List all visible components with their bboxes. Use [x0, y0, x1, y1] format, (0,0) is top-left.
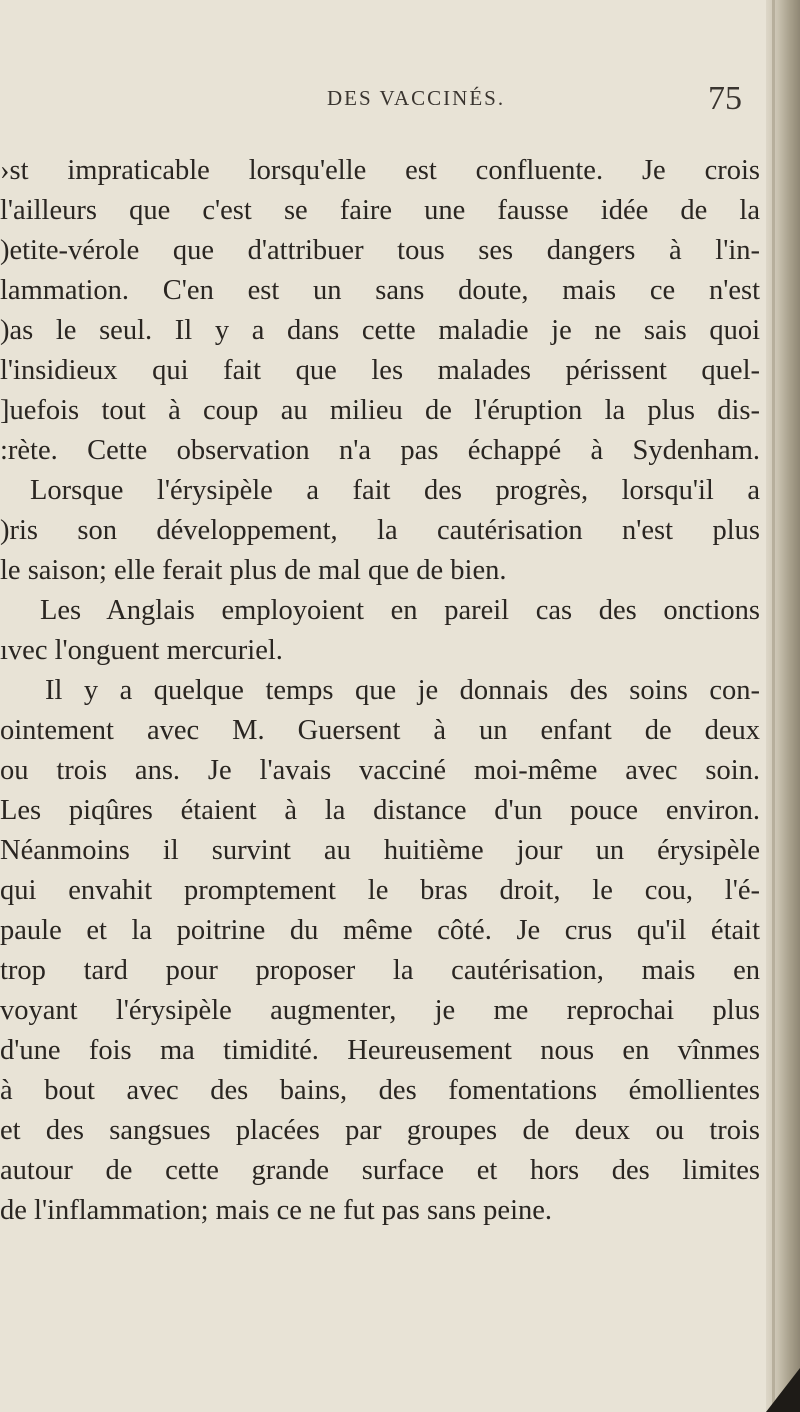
page-number: 75 [708, 80, 742, 117]
text-line: Il y a quelque temps que je donnais des soins con- [45, 675, 760, 706]
text-line: ]uefois tout à coup au milieu de l'éruption la plus dis- [0, 395, 760, 426]
binding-corner-shadow [766, 1368, 800, 1412]
text-line: :rète. Cette observation n'a pas échappé à Sydenham. [0, 435, 760, 466]
running-head [0, 80, 766, 126]
book-binding-edge [766, 0, 800, 1412]
text-line: Néanmoins il survint au huitième jour un érysipèle [0, 835, 760, 866]
body-text [0, 151, 760, 1231]
text-line: l'insidieux qui fait que les malades périssent quel- [0, 355, 760, 386]
text-line: ıvec l'onguent mercuriel. [0, 635, 283, 666]
text-line: )ris son développement, la cautérisation n'est plus [0, 515, 760, 546]
text-line: le saison; elle ferait plus de mal que de bien. [0, 555, 507, 586]
text-line: Lorsque l'érysipèle a fait des progrès, lorsqu'il a [30, 475, 760, 506]
text-line: trop tard pour proposer la cautérisation, mais en [0, 955, 760, 986]
text-line: paule et la poitrine du même côté. Je crus qu'il était [0, 915, 760, 946]
text-line: ou trois ans. Je l'avais vacciné moi-même avec soin. [0, 755, 760, 786]
text-line: de l'inflammation; mais ce ne fut pas sans peine. [0, 1195, 553, 1226]
text-line: )etite-vérole que d'attribuer tous ses dangers à l'in- [0, 235, 760, 266]
running-title: DES VACCINÉS. [327, 86, 506, 110]
text-line: l'ailleurs que c'est se faire une fausse idée de la [0, 195, 760, 226]
text-line: à bout avec des bains, des fomentations émollientes [0, 1075, 760, 1106]
text-line: d'une fois ma timidité. Heureusement nous en vînmes [0, 1035, 760, 1066]
text-line: ointement avec M. Guersent à un enfant de deux [0, 715, 760, 746]
text-line: et des sangsues placées par groupes de deux ou trois [0, 1115, 760, 1146]
text-line: voyant l'érysipèle augmenter, je me reprochai plus [0, 995, 760, 1026]
text-line: autour de cette grande surface et hors des limites [0, 1155, 760, 1186]
text-line: Les Anglais employoient en pareil cas des onctions [40, 595, 760, 626]
text-line: lammation. C'en est un sans doute, mais ce n'est [0, 275, 760, 306]
text-line: ›st impraticable lorsqu'elle est confluente. Je crois [0, 155, 760, 186]
text-line: qui envahit promptement le bras droit, le cou, l'é- [0, 875, 760, 906]
text-line: Les piqûres étaient à la distance d'un pouce environ. [0, 795, 760, 826]
text-line: )as le seul. Il y a dans cette maladie je ne sais quoi [0, 315, 760, 346]
